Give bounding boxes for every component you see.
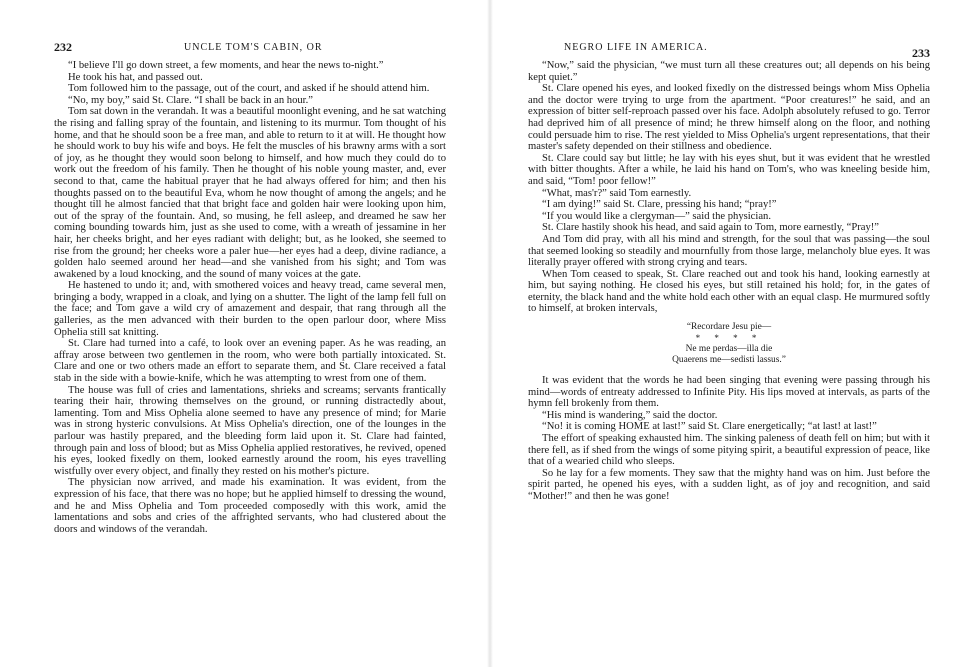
- paragraph: It was evident that the words he had been singing that evening were passing through his mind—words of entreaty addressed to Infinite Pity. His lips moved at intervals, as parts of the hymn fell brokenly from them.: [528, 375, 930, 410]
- paragraph: St. Clare hastily shook his head, and said again to Tom, more earnestly, “Pray!”: [542, 222, 880, 234]
- left-running-head: UNCLE TOM'S CABIN, OR: [184, 42, 323, 53]
- paragraph: St. Clare had turned into a café, to look over an evening paper. As he was reading, an affray arose between two gentlemen in the room, who were both partially intoxicated. St. Clare and one or two others made an effort to separate them, and St. Clare received a fatal stab in the side with a bowie-knife, which he was attempting to wrest from one of them.: [54, 338, 446, 385]
- paragraph: The effort of speaking exhausted him. The sinking paleness of death fell on him; but with it there fell, as if shed from the wings of some pitying spirit, a beautiful expression of peace, like that of a wearied child who sleeps.: [528, 433, 930, 468]
- paragraph: So he lay for a few moments. They saw that the mighty hand was on him. Just before the spirit parted, he opened his eyes, with a sudden light, as of joy and recognition, and said “Mother!” and then he was gone!: [528, 467, 930, 502]
- paragraph: St. Clare could say but little; he lay with his eyes shut, but it was evident that he wrestled with bitter thoughts. After a while, he laid his hand on Tom's, who was kneeling beside him, and said, “Tom! poor fellow!”: [528, 152, 930, 187]
- right-page: [528, 40, 930, 660]
- left-page: [54, 40, 446, 660]
- paragraph: The house was full of cries and lamentations, shrieks and screams; servants frantically tearing their hair, throwing themselves on the ground, or running distractedly about, lamenting. Tom and Miss Ophelia alone seemed to have any presence of mind; for Marie was in strong hysteric convulsions. At Miss Ophelia's direction, one of the lounges in the parlour was hastily prepared, and the bleeding form laid upon it. St. Clare had fainted, through pain and loss of blood; but as Miss Ophelia applied restoratives, he revived, opened his eyes, looked fixedly on them, looked earnestly around the room, his eyes travelling wistfully over every object, and finally they rested on his mother's picture.: [54, 384, 446, 477]
- verse-line: Ne me perdas—illa die: [685, 344, 773, 355]
- paragraph: “If you would like a clergyman—” said the physician.: [542, 210, 771, 222]
- verse-line: “Recordare Jesu pie—: [686, 322, 772, 333]
- left-page-number: 232: [54, 40, 72, 54]
- right-running-head: NEGRO LIFE IN AMERICA.: [564, 42, 708, 53]
- paragraph: “No, my boy,” said St. Clare. “I shall be back in an hour.”: [68, 94, 313, 106]
- paragraph: The physician now arrived, and made his examination. It was evident, from the expression of his face, that there was no hope; but he applied himself to dressing the wound, and he and Miss Ophelia and Tom proceeded composedly with this work, amid the lamentations and sobs and cries of the affrighted servants, who had clustered about the doors and windows of the verandah.: [54, 477, 446, 535]
- paragraph: “His mind is wandering,” said the doctor.: [542, 409, 718, 421]
- paragraph: “I am dying!” said St. Clare, pressing his hand; “pray!”: [542, 199, 777, 211]
- paragraph: He hastened to undo it; and, with smothered voices and heavy tread, came several men, bringing a body, wrapped in a cloak, and lying on a shutter. The light of the lamp fell full on the face; and Tom gave a wild cry of amazement and despair, that rang through all the galleries, as the men advanced with their burden to the open parlour door, where Miss Ophelia still sat knitting.: [54, 280, 446, 338]
- book-gutter: [487, 0, 493, 667]
- paragraph: “I believe I'll go down street, a few moments, and hear the news to-night.”: [68, 60, 384, 71]
- left-page-header: [54, 40, 446, 60]
- verse-ellipsis-stars: * * * *: [695, 333, 763, 344]
- paragraph: “What, mas'r?” said Tom earnestly.: [542, 187, 692, 199]
- paragraph: And Tom did pray, with all his mind and strength, for the soul that was passing—the soul that seemed looking so steadily and mournfully from those large, melancholy blue eyes. It was literally prayer offered with strong crying and tears.: [528, 233, 930, 269]
- paragraph: When Tom ceased to speak, St. Clare reached out and took his hand, looking earnestly at him, but saying nothing. He closed his eyes, but still retained his hold; for, in the gates of eternity, the black hand and the white hold each other with an equal clasp. He murmured softly to himself, at broken intervals,: [528, 268, 930, 315]
- paragraph: Tom sat down in the verandah. It was a beautiful moonlight evening, and he sat watching the rising and falling spray of the fountain, and listening to its murmur. Tom thought of his home, and that he should soon be a free man, and able to return to it at will. He thought how he should work to buy his wife and boys. He felt the muscles of his brawny arms with a sort of joy, as he thought they would soon belong to himself, and how much they could do to work out the freedom of his family. Then he thought of his noble young master, and, ever second to that, came the habitual prayer that he had always offered for him; and then his thoughts passed on to the beautiful Eva, whom he now thought of among the angels; and he thought till he almost fancied that that bright face and golden hair were looking upon him, out of the spray of the fountain. And, so musing, he fell asleep, and dreamed he saw her coming bounding towards him, just as she used to come, with a wreath of jessamine in her hair, her cheeks bright, and her eyes radiant with delight; but, as he looked, she seemed to rise from the ground; her cheeks wore a paler hue—her eyes had a deep, divine radiance, a golden halo seemed around her head—and she vanished from his sight; and Tom was awakened by a loud knocking, and the sound of many voices at the gate.: [54, 106, 446, 280]
- left-page-body: [54, 60, 446, 535]
- paragraph: He took his hat, and passed out.: [68, 71, 203, 83]
- right-page-number: 233: [912, 46, 930, 60]
- hymn-verse: [528, 322, 930, 366]
- paragraph: “Now,” said the physician, “we must turn all these creatures out; all depends on his being kept quiet.”: [528, 60, 930, 83]
- right-page-header: [528, 40, 930, 60]
- verse-line: Quaerens me—sedisti lassus.”: [672, 355, 786, 366]
- paragraph: Tom followed him to the passage, out of the court, and asked if he should attend him.: [68, 83, 430, 95]
- paragraph: “No! it is coming HOME at last!” said St. Clare energetically; “at last! at last!”: [542, 421, 877, 433]
- paragraph: St. Clare opened his eyes, and looked fixedly on the distressed beings whom Miss Ophelia and the doctor were trying to urge from the apartment. “Poor creatures!” he said, and an expression of bitter self-reproach passed over his face. Adolph absolutely refused to go. Terror had deprived him of all presence of mind; he threw himself along on the floor, and nothing could persuade him to rise. The rest yielded to Miss Ophelia's urgent representations, that their master's safety depended on their stillness and obedience.: [528, 83, 930, 153]
- right-page-body: [528, 60, 930, 503]
